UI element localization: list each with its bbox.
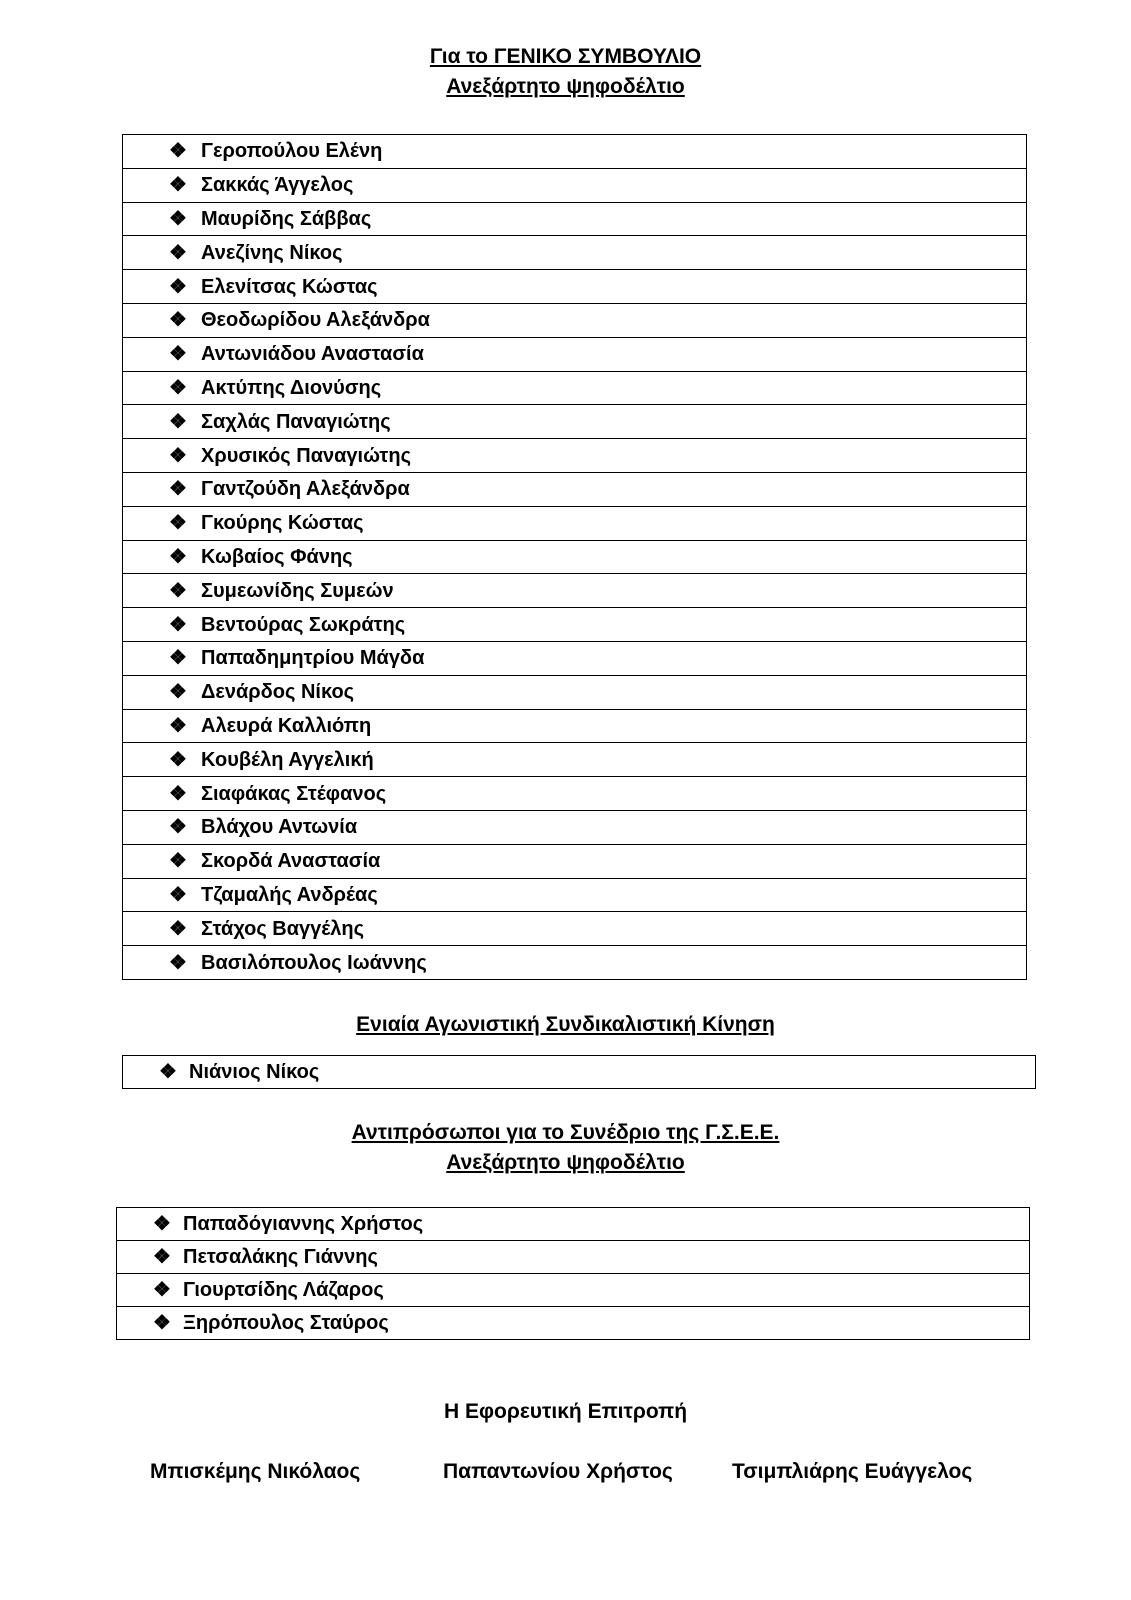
diamond-bullet-icon: ❖: [169, 714, 187, 737]
diamond-bullet-icon: ❖: [169, 478, 187, 501]
list-item: [117, 1274, 1030, 1307]
diamond-bullet-icon: ❖: [169, 850, 187, 873]
diamond-bullet-icon: ❖: [153, 1279, 171, 1301]
diamond-bullet-icon: ❖: [169, 512, 187, 535]
candidate-name: Πετσαλάκης Γιάννης: [183, 1246, 378, 1268]
candidate-name: Χρυσικός Παναγιώτης: [201, 444, 411, 467]
list-item: [123, 810, 1027, 844]
diamond-bullet-icon: ❖: [153, 1213, 171, 1235]
candidate-name: Ανεζίνης Νίκος: [201, 241, 343, 264]
candidate-name: Βλάχου Αντωνία: [201, 816, 358, 839]
list-item: [123, 946, 1027, 980]
candidate-name: Γιουρτσίδης Λάζαρος: [183, 1279, 384, 1301]
candidate-name: Γαντζούδη Αλεξάνδρα: [201, 478, 410, 501]
general-council-title: Για το ΓΕΝΙΚΟ ΣΥΜΒΟΥΛΙΟ: [429, 45, 702, 68]
list-item: [123, 743, 1027, 777]
candidate-name: Ακτύπης Διονύσης: [201, 376, 382, 399]
candidate-name: Μαυρίδης Σάββας: [201, 207, 372, 230]
list-item: [123, 168, 1027, 202]
list-item: [123, 270, 1027, 304]
list-item: [123, 608, 1027, 642]
candidate-name: Δενάρδος Νίκος: [201, 681, 355, 704]
gsee-delegates-subtitle: Ανεξάρτητο ψηφοδέλτιο: [446, 1151, 685, 1174]
diamond-bullet-icon: ❖: [169, 140, 187, 163]
list-item: [123, 1056, 1036, 1089]
candidate-name: Βασιλόπουλος Ιωάννης: [201, 951, 427, 974]
diamond-bullet-icon: ❖: [169, 545, 187, 568]
list-item: [117, 1208, 1030, 1241]
diamond-bullet-icon: ❖: [153, 1312, 171, 1334]
candidate-name: Αντωνιάδου Αναστασία: [201, 343, 424, 366]
candidate-name: Σκορδά Αναστασία: [201, 850, 381, 873]
candidate-name: Σαχλάς Παναγιώτης: [201, 410, 391, 433]
united-movement-title: Ενιαία Αγωνιστική Συνδικαλιστική Κίνηση: [356, 1013, 775, 1036]
list-item: [117, 1307, 1030, 1340]
list-item: [123, 236, 1027, 270]
diamond-bullet-icon: ❖: [169, 174, 187, 197]
list-item: [123, 371, 1027, 405]
candidate-name: Νιάνιος Νίκος: [189, 1061, 320, 1083]
list-item: [123, 303, 1027, 337]
candidate-name: Κωβαίος Φάνης: [201, 545, 353, 568]
list-item: [123, 135, 1027, 169]
diamond-bullet-icon: ❖: [169, 613, 187, 636]
diamond-bullet-icon: ❖: [159, 1061, 177, 1083]
candidate-name: Γεροπούλου Ελένη: [201, 140, 383, 163]
list-item: [123, 777, 1027, 811]
gsee-delegates-title: Αντιπρόσωποι για το Συνέδριο της Γ.Σ.Ε.Ε.: [351, 1121, 780, 1144]
diamond-bullet-icon: ❖: [169, 241, 187, 264]
committee-member: Τσιμπλιάρης Ευάγγελος: [732, 1460, 973, 1483]
list-item: [123, 641, 1027, 675]
committee-member: Μπισκέμης Νικόλαος: [150, 1460, 361, 1483]
general-council-list: [122, 134, 1027, 980]
candidate-name: Ξηρόπουλος Σταύρος: [183, 1312, 389, 1334]
diamond-bullet-icon: ❖: [169, 883, 187, 906]
list-item: [123, 540, 1027, 574]
diamond-bullet-icon: ❖: [169, 951, 187, 974]
candidate-name: Σιαφάκας Στέφανος: [201, 782, 387, 805]
list-item: [123, 878, 1027, 912]
diamond-bullet-icon: ❖: [169, 343, 187, 366]
united-movement-list: [122, 1055, 1036, 1089]
list-item: [123, 439, 1027, 473]
candidate-name: Γκούρης Κώστας: [201, 512, 364, 535]
list-item: [123, 574, 1027, 608]
candidate-name: Συμεωνίδης Συμεών: [201, 579, 394, 602]
list-item: [123, 709, 1027, 743]
diamond-bullet-icon: ❖: [169, 579, 187, 602]
diamond-bullet-icon: ❖: [169, 444, 187, 467]
list-item: [123, 912, 1027, 946]
list-item: [123, 337, 1027, 371]
list-item: [123, 675, 1027, 709]
diamond-bullet-icon: ❖: [169, 917, 187, 940]
committee-title: Η Εφορευτική Επιτροπή: [443, 1400, 688, 1423]
candidate-name: Κουβέλη Αγγελική: [201, 748, 374, 771]
diamond-bullet-icon: ❖: [169, 207, 187, 230]
diamond-bullet-icon: ❖: [169, 376, 187, 399]
candidate-name: Ελενίτσας Κώστας: [201, 275, 378, 298]
list-item: [123, 844, 1027, 878]
candidate-name: Σακκάς Άγγελος: [201, 174, 354, 197]
diamond-bullet-icon: ❖: [169, 681, 187, 704]
committee-member: Παπαντωνίου Χρήστος: [443, 1460, 673, 1483]
candidate-name: Αλευρά Καλλιόπη: [201, 714, 372, 737]
candidate-name: Θεοδωρίδου Αλεξάνδρα: [201, 309, 430, 332]
candidate-name: Τζαμαλής Ανδρέας: [201, 883, 378, 906]
diamond-bullet-icon: ❖: [169, 748, 187, 771]
list-item: [123, 472, 1027, 506]
diamond-bullet-icon: ❖: [169, 275, 187, 298]
general-council-subtitle: Ανεξάρτητο ψηφοδέλτιο: [446, 75, 685, 98]
diamond-bullet-icon: ❖: [169, 782, 187, 805]
diamond-bullet-icon: ❖: [169, 410, 187, 433]
list-item: [123, 405, 1027, 439]
list-item: [123, 202, 1027, 236]
candidate-name: Παπαδόγιαννης Χρήστος: [183, 1213, 424, 1235]
candidate-name: Βεντούρας Σωκράτης: [201, 613, 406, 636]
diamond-bullet-icon: ❖: [169, 816, 187, 839]
list-item: [123, 506, 1027, 540]
list-item: [117, 1241, 1030, 1274]
diamond-bullet-icon: ❖: [153, 1246, 171, 1268]
diamond-bullet-icon: ❖: [169, 309, 187, 332]
candidate-name: Παπαδημητρίου Μάγδα: [201, 647, 425, 670]
gsee-delegates-list: [116, 1207, 1030, 1340]
candidate-name: Στάχος Βαγγέλης: [201, 917, 365, 940]
diamond-bullet-icon: ❖: [169, 647, 187, 670]
